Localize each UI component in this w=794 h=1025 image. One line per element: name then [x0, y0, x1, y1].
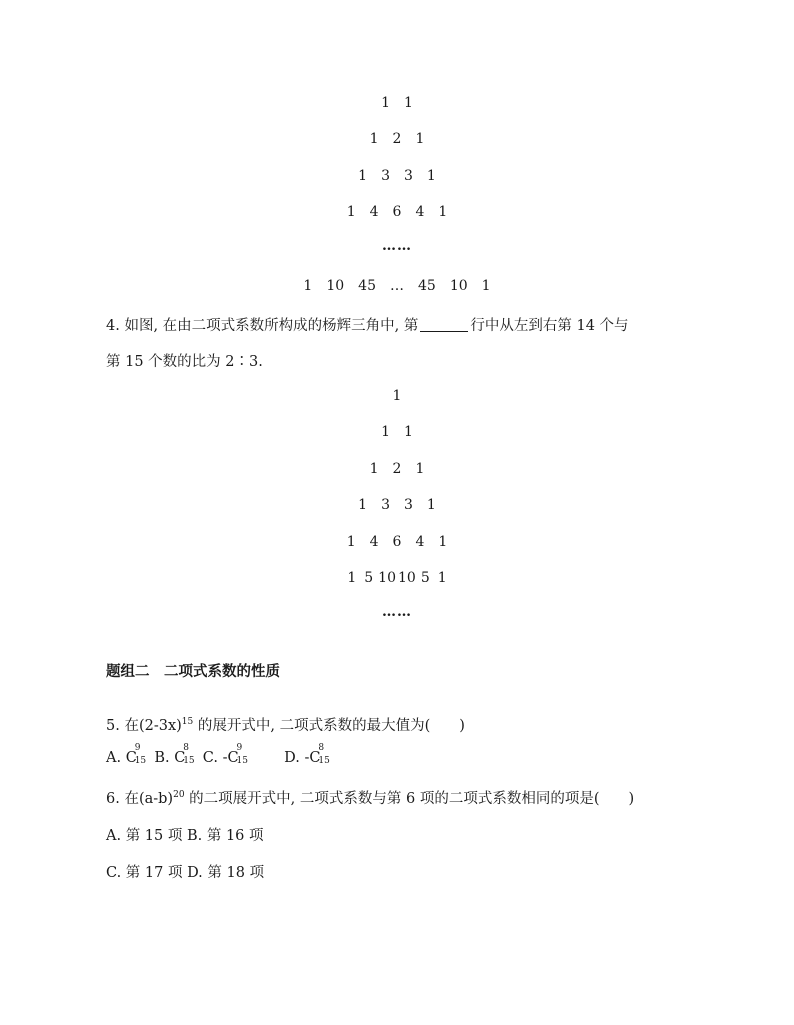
triangle-number: 1 — [426, 497, 436, 513]
triangle-number: 3 — [381, 168, 390, 184]
combination-symbol — [125, 743, 148, 766]
combination-upper: 8 — [183, 743, 189, 753]
triangle-number: 1 — [347, 570, 357, 586]
question-6-options-row-2[interactable]: C. 第 17 项 D. 第 18 项 — [106, 865, 265, 881]
combination-lower: 15 — [318, 756, 330, 766]
triangle1-row-1 — [0, 95, 794, 111]
triangle-number: 6 — [392, 534, 402, 550]
question-6-stem — [106, 787, 634, 808]
triangle1-row-3 — [0, 168, 794, 184]
triangle-number: 1 — [381, 95, 390, 111]
triangle-number: 1 — [481, 278, 491, 294]
question-6-options-row-1[interactable]: A. 第 15 项 B. 第 16 项 — [106, 828, 264, 844]
triangle-number: 1 — [404, 424, 413, 440]
triangle-number: 10 — [449, 278, 468, 294]
question-4-line-1 — [106, 314, 629, 335]
triangle2-row-5 — [0, 534, 794, 550]
triangle-number: 1 — [358, 168, 368, 184]
combination-symbol — [227, 743, 250, 766]
question-5-stem — [106, 714, 465, 735]
triangle-number: 45 — [358, 278, 376, 294]
triangle-number: 10 — [326, 278, 345, 294]
option-a[interactable] — [106, 743, 154, 766]
question-4-text: 行中从左到右第 14 个与 — [470, 318, 629, 334]
combination-lower: 15 — [134, 756, 147, 766]
triangle-number: 45 — [418, 278, 436, 294]
triangle-number: 4 — [415, 534, 425, 550]
combination-letter: C — [125, 750, 137, 766]
triangle-number: 1 — [346, 204, 356, 220]
triangle1-last-row — [0, 278, 794, 294]
triangle-number: 10 — [398, 570, 416, 586]
triangle1-row-4 — [0, 204, 794, 220]
triangle-number: 5 — [420, 570, 430, 586]
question-6-text: 6. 在(a-b) — [106, 791, 174, 807]
section-heading: 题组二 二项式系数的性质 — [106, 663, 280, 680]
triangle1-row-2 — [0, 131, 794, 147]
question-4-text: 4. 如图, 在由二项式系数所构成的杨辉三角中, 第 — [106, 318, 419, 334]
triangle-number: 1 — [404, 95, 413, 111]
triangle2-row-4 — [0, 497, 794, 513]
combination-symbol — [174, 743, 196, 766]
combination-letter: C — [309, 750, 321, 766]
triangle-number: 3 — [404, 168, 413, 184]
triangle-number: 1 — [426, 168, 436, 184]
triangle-number: 1 — [303, 278, 313, 294]
triangle2-row-2 — [0, 424, 794, 440]
negative-sign: - — [222, 750, 228, 766]
triangle-number: 1 — [369, 131, 379, 147]
triangle-number: 2 — [392, 131, 402, 147]
option-label: A. — [106, 750, 126, 766]
triangle-number: 1 — [415, 131, 425, 147]
triangle-number: 4 — [369, 534, 379, 550]
triangle-number: 1 — [438, 204, 448, 220]
option-c[interactable] — [202, 743, 256, 766]
triangle2-row-6 — [0, 570, 794, 586]
triangle-number: 4 — [415, 204, 425, 220]
question-5-options — [106, 743, 333, 766]
triangle-number: 3 — [404, 497, 413, 513]
combination-letter: C — [174, 750, 186, 766]
option-label: D. — [284, 750, 305, 766]
combination-letter: C — [227, 750, 239, 766]
triangle-number: 1 — [369, 461, 379, 477]
triangle-number: 1 — [392, 388, 402, 404]
combination-upper: 8 — [318, 743, 325, 753]
combination-lower: 15 — [236, 756, 248, 766]
triangle-number: 1 — [415, 461, 425, 477]
triangle-number: 10 — [378, 570, 396, 586]
triangle-number: 1 — [358, 497, 368, 513]
answer-blank[interactable] — [420, 317, 468, 332]
exponent: 15 — [181, 717, 194, 727]
triangle1-ellipsis: …… — [382, 238, 412, 254]
question-4-line-2: 第 15 个数的比为 2∶3. — [106, 354, 263, 370]
triangle-number: 5 — [364, 570, 374, 586]
question-6-text: 的二项展开式中, 二项式系数与第 6 项的二项式系数相同的项是( ) — [184, 791, 635, 807]
triangle-number: 1 — [346, 534, 356, 550]
triangle2-ellipsis: …… — [382, 604, 412, 620]
option-label: C. — [202, 750, 223, 766]
triangle-number: … — [390, 278, 404, 294]
combination-symbol — [309, 743, 331, 766]
triangle-number: 1 — [438, 534, 448, 550]
triangle-number: 6 — [392, 204, 402, 220]
question-5-text: 5. 在(2-3x) — [106, 718, 182, 734]
combination-lower: 15 — [183, 756, 195, 766]
triangle-number: 3 — [381, 497, 390, 513]
combination-upper: 9 — [236, 743, 243, 753]
triangle2-row-3 — [0, 461, 794, 477]
option-d[interactable] — [284, 743, 333, 766]
question-5-text: 的展开式中, 二项式系数的最大值为( ) — [193, 718, 465, 734]
triangle2-row-1 — [0, 388, 794, 404]
triangle-number: 1 — [437, 570, 447, 586]
negative-sign: - — [304, 750, 310, 766]
triangle-number: 2 — [392, 461, 402, 477]
triangle-number: 4 — [369, 204, 379, 220]
exponent: 20 — [173, 790, 185, 800]
option-b[interactable] — [154, 743, 202, 766]
triangle-number: 1 — [381, 424, 390, 440]
combination-upper: 9 — [134, 743, 141, 753]
option-label: B. — [154, 750, 175, 766]
